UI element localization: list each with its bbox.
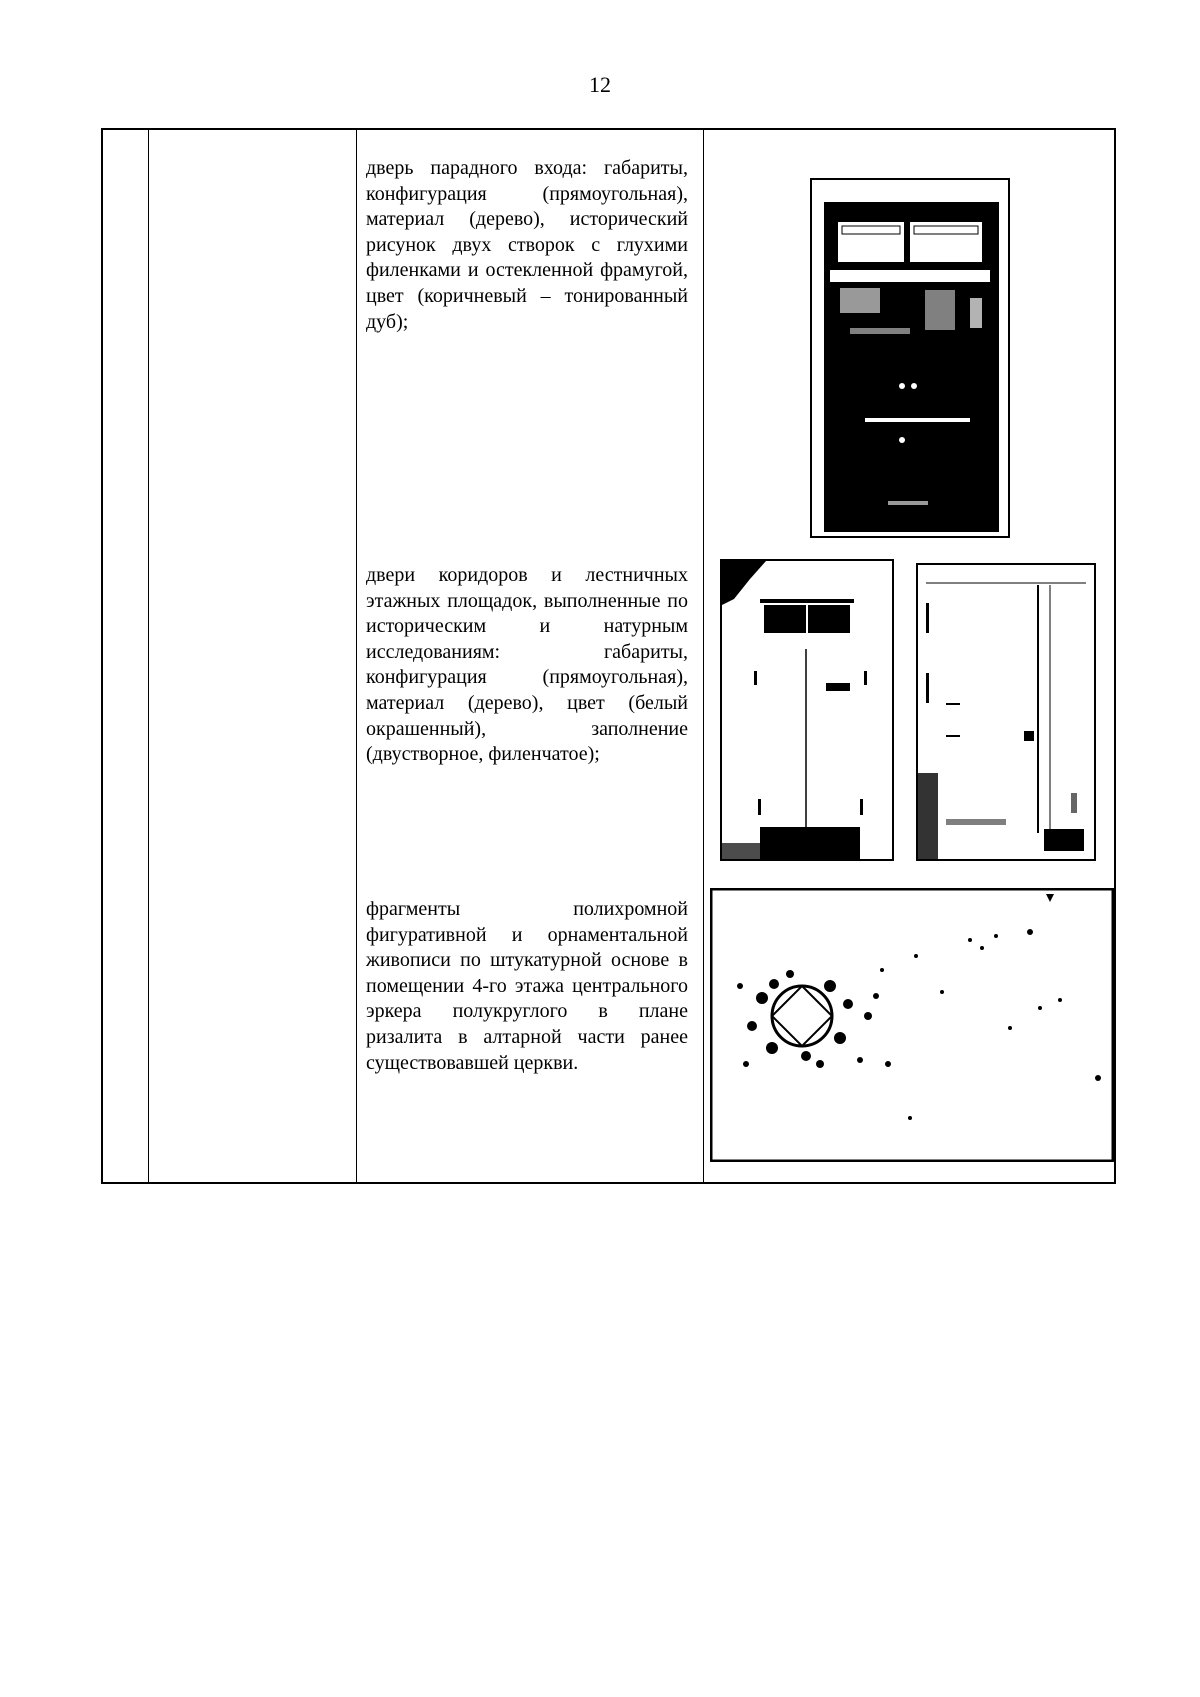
main-entrance-door-photo (810, 178, 1010, 538)
row-1-description (366, 156, 688, 335)
column-divider-3 (703, 130, 704, 1182)
stairwell-door-photo (916, 563, 1096, 861)
row-2-text: двери коридоров и лестничных этажных площадок, выполненные по историческим и натурным исследованиям: габариты, конфигурация (прямоугольная), материал (дерево), цвет (белый окрашенный), заполнение (двустворное, филенчатое); (366, 564, 688, 766)
row-2-description (366, 563, 688, 768)
row-1-text: дверь парадного входа: габариты, конфигурация (прямоугольная), материал (дерево), исторический рисунок двух створок с глухими филенками и остекленной фрамугой, цвет (коричневый – тонированный дуб); (366, 157, 688, 333)
page-number: 12 (589, 72, 611, 97)
column-divider-2 (356, 130, 357, 1182)
row-3-description (366, 897, 688, 1076)
row-3-text: фрагменты полихромной фигуративной и орнаментальной живописи по штукатурной основе в помещении 4-го этажа центрального эркера полукруглого в плане ризалита в алтарной части ранее существовавшей церкви. (366, 898, 688, 1074)
corridor-door-photo (720, 559, 894, 861)
column-divider-1 (148, 130, 149, 1182)
ornamental-painting-photo (710, 888, 1114, 1162)
